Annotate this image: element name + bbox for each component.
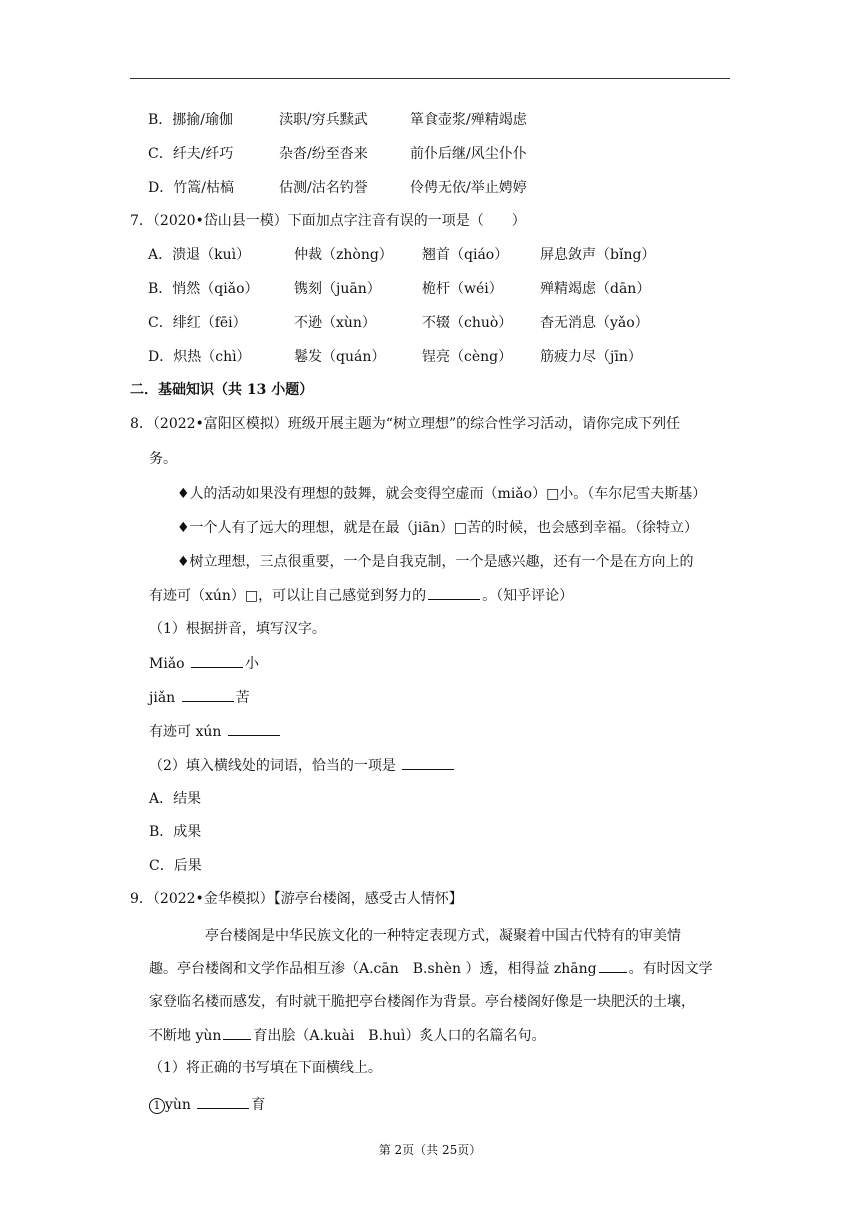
q6-option-d-3: 伶俜无依/举止娉婷 [410, 180, 527, 196]
q7-d-4: 筋疲力尽（jīn） [540, 349, 642, 365]
answer-blank[interactable] [428, 585, 480, 600]
q7-d-2: 鬈发（quán） [294, 349, 386, 365]
q8-option-b: B．成果 [149, 824, 202, 840]
q8-fill-3 [149, 721, 282, 742]
circled-number: 1 [149, 1098, 165, 1114]
q9-para-line4 [149, 1025, 546, 1046]
q8-quote-1: ♦人的活动如果没有理想的鼓舞，就会变得空虚而（miǎo）□小。（车尔尼雪夫斯基） [177, 486, 707, 502]
q9-para-line3: 家登临名楼而感发，有时就干脆把亭台楼阁作为背景。亭台楼阁好像是一块肥沃的土壤， [149, 994, 695, 1010]
q8-stem-line1: 8．（2022•富阳区模拟）班级开展主题为“树立理想”的综合性学习活动，请你完成下列任 [130, 416, 681, 432]
q7-b-1: B．悄然（qiǎo） [148, 281, 259, 297]
q9-para-line4-post: 育出脍（A.kuài B.huì）炙人口的名篇名句。 [253, 1028, 546, 1044]
section-heading: 二．基础知识（共 13 小题） [130, 382, 314, 398]
q7-c-1: C．绯红（fēi） [148, 315, 247, 331]
q9-para-line4-pre: 不断地 yùn [149, 1028, 222, 1044]
answer-blank[interactable] [599, 958, 627, 973]
q6-option-b: B．挪揄/瑜伽 [148, 112, 234, 128]
q7-c-3: 不辍（chuò） [422, 315, 513, 331]
q7-b-4: 殚精竭虑（dān） [540, 281, 651, 297]
q7-a-4: 屏息敛声（bǐng） [540, 247, 656, 263]
q8-fill-2 [149, 687, 250, 708]
q9-para-line2 [149, 958, 713, 979]
q8-sub1: （1）根据拼音，填写汉字。 [149, 621, 326, 637]
q9-stem: 9．（2022•金华模拟）【游亭台楼阁，感受古人情怀】 [130, 891, 463, 907]
q7-stem: 7．（2020•岱山县一模）下面加点字注音有误的一项是（ ） [130, 213, 526, 229]
q9-fill-1-char: 育 [251, 1097, 266, 1113]
answer-blank[interactable] [402, 755, 454, 770]
q9-fill-1-pinyin: yùn [165, 1097, 191, 1113]
q8-fill-1-pinyin: Miǎo [149, 656, 185, 672]
q8-quote-3b-pre: 有迹可（xún）□，可以让自己感觉到努力的 [149, 588, 427, 604]
q6-option-b-3: 箪食壶浆/殚精竭虑 [410, 112, 527, 128]
q8-stem-line2: 务。 [149, 451, 177, 467]
answer-blank[interactable] [182, 687, 234, 702]
answer-blank[interactable] [197, 1094, 249, 1109]
q8-sub2-text: （2）填入横线处的词语，恰当的一项是 [149, 758, 396, 774]
q9-para-line2-pre: 趣。亭台楼阁和文学作品相互渗（A.cān B.shèn ）透，相得益 zhāng [149, 961, 597, 977]
q6-option-d: D．竹篙/枯槁 [148, 180, 234, 196]
q7-a-2: 仲裁（zhòng） [294, 247, 393, 263]
q9-sub1: （1）将正确的书写填在下面横线上。 [149, 1060, 382, 1076]
q8-sub2 [149, 755, 456, 776]
q8-fill-2-char: 苦 [235, 690, 250, 706]
q7-a-3: 翘首（qiáo） [422, 247, 509, 263]
q6-option-c-2: 杂沓/纷至沓来 [279, 146, 368, 162]
q7-d-3: 锃亮（cèng） [422, 349, 513, 365]
q6-option-c-3: 前仆后继/风尘仆仆 [410, 146, 527, 162]
q8-quote-3a: ♦树立理想，三点很重要，一个是自我克制，一个是感兴趣，还有一个是在方向上的 [177, 554, 694, 570]
q8-option-c: C．后果 [149, 858, 202, 874]
answer-blank[interactable] [223, 1025, 251, 1040]
q7-b-2: 镌刻（juān） [294, 281, 381, 297]
q7-c-4: 杳无消息（yǎo） [540, 315, 649, 331]
q8-option-a: A．结果 [149, 791, 202, 807]
q8-quote-3b [149, 585, 573, 606]
q8-quote-3b-post: 。（知乎评论） [482, 588, 574, 604]
header-rule [130, 78, 730, 79]
q8-quote-2: ♦一个人有了远大的理想，就是在最（jiān）□苦的时候，也会感到幸福。（徐特立） [177, 520, 698, 536]
q7-d-1: D．炽热（chì） [148, 349, 251, 365]
q8-fill-3-pinyin: 有迹可 xún [149, 724, 222, 740]
q9-para-line1: 亭台楼阁是中华民族文化的一种特定表现方式，凝聚着中国古代特有的审美情 [205, 928, 681, 944]
q8-fill-1 [149, 653, 259, 674]
answer-blank[interactable] [191, 653, 243, 668]
q6-option-d-2: 估测/沽名钓誉 [279, 180, 368, 196]
q9-fill-1 [149, 1094, 265, 1115]
q8-fill-1-char: 小 [245, 656, 260, 672]
q8-fill-2-pinyin: jiǎn [149, 690, 176, 706]
page-footer: 第 2页（共 25页） [378, 1143, 482, 1157]
q6-option-c: C．纤夫/纤巧 [148, 146, 234, 162]
q7-a-1: A．溃退（kuì） [148, 247, 251, 263]
q7-b-3: 桅杆（wéi） [422, 281, 503, 297]
q9-para-line2-post: 。有时因文学 [628, 961, 713, 977]
q6-option-b-2: 渎职/穷兵黩武 [279, 112, 368, 128]
q7-c-2: 不逊（xùn） [294, 315, 376, 331]
answer-blank[interactable] [228, 721, 280, 736]
